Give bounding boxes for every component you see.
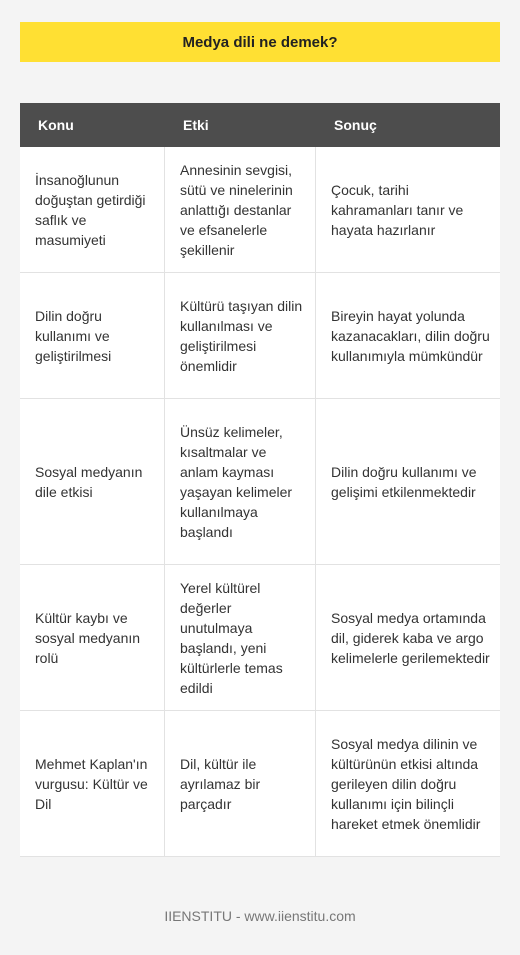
table-header — [20, 103, 500, 147]
cell-sonuc: Bireyin hayat yolunda kazanacakları, dilin doğru kullanımıyla mümkündür — [331, 307, 490, 364]
cell-konu: İnsanoğlunun doğuştan getirdiği saflık ve masumiyeti — [20, 147, 165, 272]
cell-etki: Annesinin sevgisi, sütü ve ninelerinin anlattığı destanlar ve efsanelerle şekillenir — [165, 147, 316, 272]
cell-etki: Kültürü taşıyan dilin kullanılması ve geliştirilmesi önemlidir — [165, 273, 316, 398]
cell-konu: Dilin doğru kullanımı ve geliştirilmesi — [20, 273, 165, 398]
cell-etki: Ünsüz kelimeler, kısaltmalar ve anlam kayması yaşayan kelimeler kullanılmaya başlandı — [165, 399, 316, 564]
cell-sonuc: Sosyal medya dilinin ve kültürünün etkisi altında gerileyen dilin doğru kullanımı için bilinçli hareket etmek önemlidir — [331, 735, 481, 832]
table-row — [20, 147, 500, 273]
header-sonuc: Sonuç — [334, 117, 377, 133]
page-title: Medya dili ne demek? — [20, 22, 500, 62]
cell-konu: Sosyal medyanın dile etkisi — [20, 399, 165, 564]
header-etki: Etki — [183, 117, 209, 133]
table-row — [20, 273, 500, 399]
cell-konu: Mehmet Kaplan'ın vurgusu: Kültür ve Dil — [20, 711, 165, 856]
cell-etki: Dil, kültür ile ayrılamaz bir parçadır — [165, 711, 316, 856]
cell-sonuc: Sosyal medya ortamında dil, giderek kaba ve argo kelimelerle gerilemektedir — [331, 609, 490, 666]
cell-sonuc: Dilin doğru kullanımı ve gelişimi etkilenmektedir — [331, 463, 477, 500]
cell-sonuc: Çocuk, tarihi kahramanları tanır ve hayata hazırlanır — [331, 181, 464, 238]
table-row — [20, 399, 500, 565]
header-konu: Konu — [38, 117, 74, 133]
cell-etki: Yerel kültürel değerler unutulmaya başlandı, yeni kültürlerle temas edildi — [165, 565, 316, 710]
footer-credit: IIENSTITU - www.iienstitu.com — [164, 908, 356, 924]
data-table — [20, 103, 500, 857]
cell-konu: Kültür kaybı ve sosyal medyanın rolü — [20, 565, 165, 710]
table-row — [20, 711, 500, 857]
table-row — [20, 565, 500, 711]
